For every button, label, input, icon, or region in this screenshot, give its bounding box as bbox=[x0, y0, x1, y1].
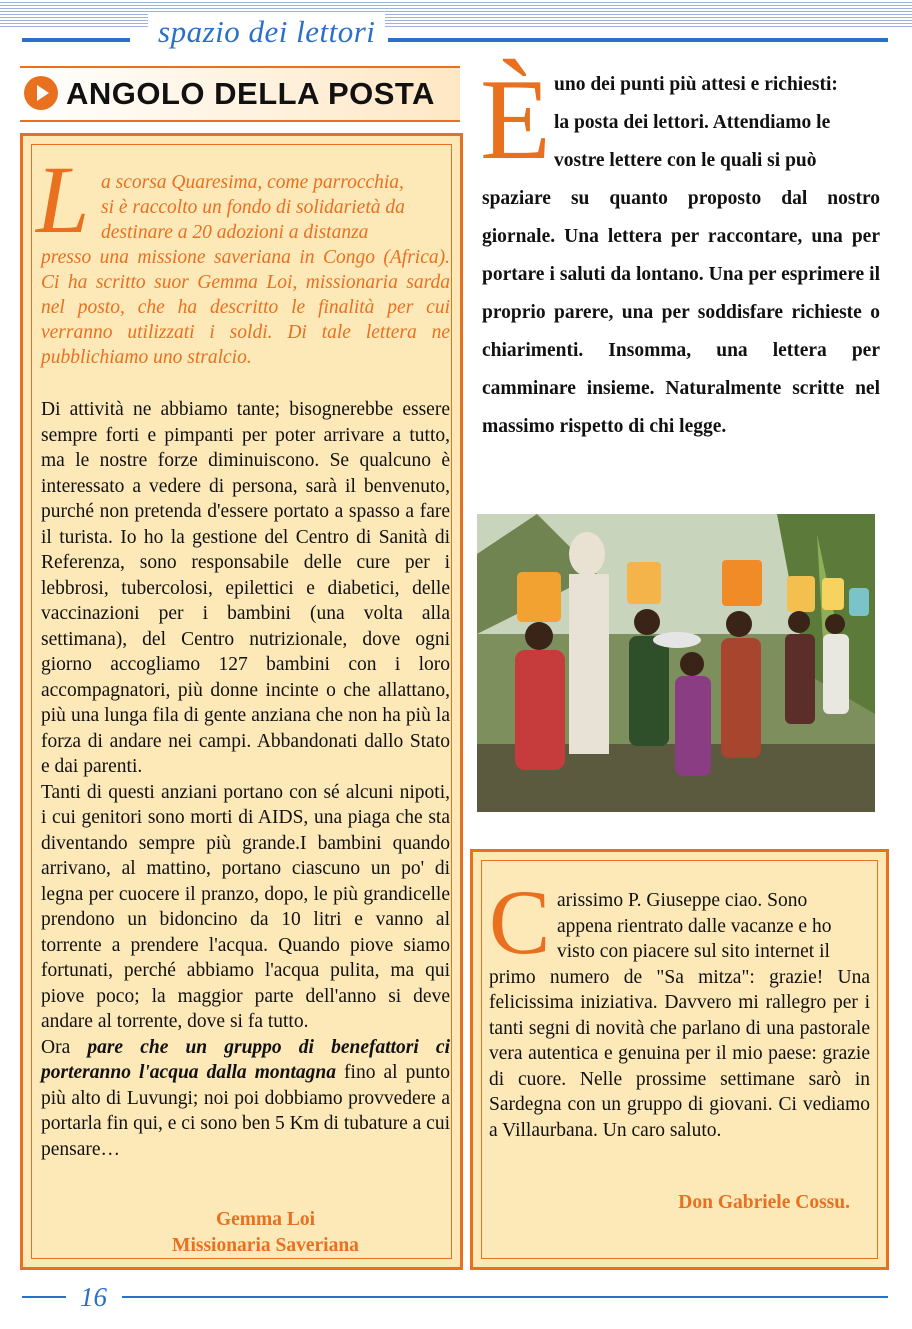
letter1-paragraph-1: Di attività ne abbiamo tante; bisognerebbe essere sempre forti e pimpanti per poter arrivare a tutto, ma le nostre forze diminuiscono. Se qualcuno è interessato a vedere di persona, sarà il benvenuto, purché non pretenda d'essere portato a spasso a fare il turista. Io ho la gestione del Centro di Sanità di Referenza, sono responsabile delle cure per i lebbrosi, tubercolosi, epilettici e diabetici, delle vaccinazioni per i bambini (una volta alla settimana), del Centro nutrizionale, dove ogni giorno accogliamo 127 bambini con i loro accompagnatori, più donne incinte o che allattano, più una lunga fila di gente anziana che non ha più la forza di andare nei campi. Abbandonati dallo Stato e dai parenti. bbox=[41, 399, 450, 777]
letter1-paragraph-2: Tanti di questi anziani portano con sé alcuni nipoti, i cui genitori sono morti di AIDS, una piaga che sta diventando sempre più grande.I bambini quando arrivano, al mattino, portano ciascuno un po' di legna per cuocere il pranzo, dopo, le più grandicelle prendono un bidoncino da 10 litri e vanno al torrente a prendere l'acqua. Quando piove siamo fortunati, perché abbiamo l'acqua pulita, ma qui piove poco; la maggior parte dell'anno si deve andare al torrente, dove si fa tutto. bbox=[41, 781, 450, 1032]
footer-rule-left bbox=[22, 1296, 66, 1298]
intro-line-2: si è raccolto un fondo di solidarietà da bbox=[101, 197, 405, 218]
para3-emphasis: pare che un gruppo di benefattori ci porteranno l'acqua dalla montagna bbox=[41, 1036, 450, 1083]
para3-start: Ora bbox=[41, 1036, 88, 1058]
dropcap-e: È bbox=[480, 56, 551, 184]
letter1-paragraph-3 bbox=[41, 1035, 450, 1163]
column-intro-line-2: la posta dei lettori. Attendiamo le bbox=[554, 112, 831, 133]
column-intro bbox=[482, 66, 880, 446]
letter2-line-3: visto con piacere sul sito internet il bbox=[557, 941, 830, 962]
letter1-body bbox=[41, 397, 450, 1162]
letter2-body bbox=[489, 888, 870, 1143]
photo-children-water bbox=[477, 514, 875, 812]
para3-end: fino al punto più alto di Luvungi; noi poi dobbiamo provvedere a portarla fin qui, e ci sono ben 5 Km di tubature a cui pensare… bbox=[41, 1062, 451, 1160]
header-rule-right bbox=[388, 38, 888, 42]
photo-illustration bbox=[477, 514, 875, 812]
play-arrow-icon bbox=[24, 76, 58, 110]
column-title-banner bbox=[20, 66, 460, 122]
intro-line-3: destinare a 20 adozioni a distanza bbox=[101, 222, 369, 243]
header-stripes bbox=[0, 0, 912, 28]
section-title: spazio dei lettori bbox=[148, 14, 385, 50]
dropcap-l: L bbox=[36, 146, 90, 253]
signature-name: Gemma Loi bbox=[215, 1209, 316, 1230]
letter2-line-1: arissimo P. Giuseppe ciao. Sono bbox=[557, 890, 808, 911]
letter1-intro bbox=[41, 170, 450, 370]
signature-role: Missionaria Saveriana bbox=[172, 1235, 359, 1256]
letter2-line-2: appena rientrato dalle vacanze e ho bbox=[557, 915, 832, 937]
intro-line-4: presso una missione saveriana in Congo (Africa). Ci ha scritto suor Gemma Loi, missionaria sarda nel posto, che ha descritto le finalità per cui verranno utilizzati i soldi. Di tale lettera ne pubblichiamo uno stralcio. bbox=[41, 247, 450, 368]
header-rule-left bbox=[22, 38, 130, 42]
page-number: 16 bbox=[72, 1282, 115, 1313]
intro-line-1: a scorsa Quaresima, come parrocchia, bbox=[101, 172, 404, 193]
letter2-rest: primo numero de "Sa mitza": grazie! Una felicissima iniziativa. Davvero mi rallegro per i tanti segni di novità che parlano di una pastorale vera autentica e genuina per il mio paese: grazie di cuore. Nelle prossime settimane sarò in Sardegna con un gruppo di giovani. Ci vediamo a Villaurbana. Un caro saluto. bbox=[489, 966, 870, 1141]
letter2-signature: Don Gabriele Cossu. bbox=[678, 1192, 850, 1213]
column-intro-line-1: uno dei punti più attesi e richiesti: bbox=[554, 74, 838, 95]
column-title: ANGOLO DELLA POSTA bbox=[66, 76, 435, 111]
column-intro-line-3: vostre lettere con le quali si può bbox=[554, 150, 817, 171]
dropcap-c: C bbox=[489, 871, 551, 973]
footer-rule-right bbox=[122, 1296, 888, 1298]
column-intro-rest: spaziare su quanto proposto dal nostro giornale. Una lettera per raccontare, una per portare i saluti da lontano. Una per esprimere il proprio parere, una per soddisfare richieste o chiarimenti. Insomma, una lettera per camminare insieme. Naturalmente scritte nel massimo rispetto di chi legge. bbox=[482, 188, 880, 437]
